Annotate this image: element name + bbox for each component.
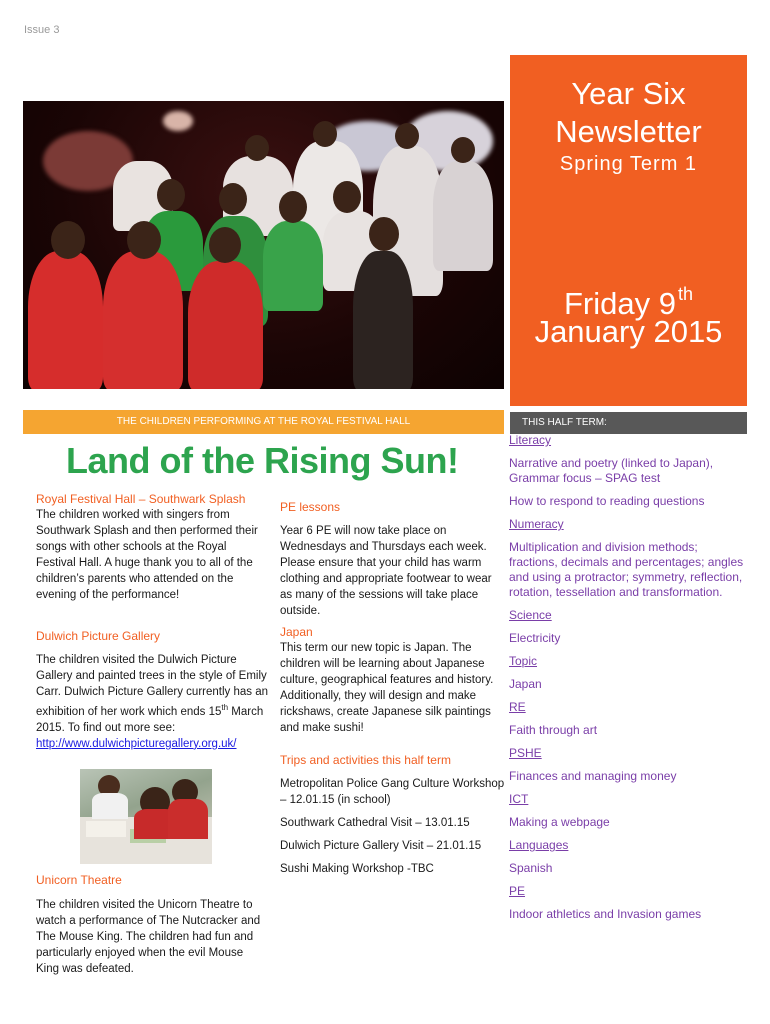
- subject-science: Science: [509, 608, 552, 622]
- half-term-header: THIS HALF TERM:: [510, 412, 747, 434]
- subject-pshe: PSHE: [509, 746, 542, 760]
- subject-item: Japan: [509, 677, 542, 691]
- trip-item: Metropolitan Police Gang Culture Workshop – 12.01.15 (in school): [280, 778, 505, 806]
- subject-item: Finances and managing money: [509, 769, 677, 783]
- japan-body: This term our new topic is Japan. The children will be learning about Japanese culture, geographical features and history. Additionally, they will design and make rickshaws, create Japanese silk paintings and make sushi!: [280, 642, 494, 734]
- dpg-body: The children visited the Dulwich Picture Gallery and painted trees in the style of Emily Carr. Dulwich Picture Gallery currently has an exhibition of her work which ends 15th March 2015. To find out more see:: [36, 654, 268, 734]
- dpg-section: [36, 628, 268, 752]
- subject-item: Making a webpage: [509, 815, 610, 829]
- rfh-section: [36, 491, 268, 603]
- subject-pe: PE: [509, 884, 526, 898]
- trips-heading: Trips and activities this half term: [280, 753, 451, 767]
- subject-languages: Languages: [509, 838, 569, 852]
- unicorn-body: The children visited the Unicorn Theatre to watch a performance of The Nutcracker and The Mouse King. The children had fun and particularly enjoyed when the evil Mouse King was defeated.: [36, 899, 261, 975]
- unicorn-section: [36, 872, 268, 977]
- subject-topic: Topic: [509, 654, 538, 668]
- subject-item: How to respond to reading questions: [509, 494, 705, 508]
- rfh-heading: Royal Festival Hall – Southwark Splash: [36, 492, 246, 506]
- page-headline: Land of the Rising Sun!: [66, 440, 459, 481]
- term-label: Spring Term 1: [559, 153, 698, 175]
- subject-item: Multiplication and division methods; fractions, decimals and percentages; angles and using a protractor; symmetry, reflection, rotation, tessellation and transformation.: [509, 540, 744, 599]
- issue-number: Issue 3: [24, 24, 60, 36]
- title-panel: [510, 55, 747, 406]
- trip-item: Sushi Making Workshop -TBC: [280, 863, 434, 875]
- rfh-body: The children worked with singers from Southwark Splash and then performed their songs with other schools at the Royal Festival Hall. A huge thank you to all of the children’s parents who attended on the evening of the performance!: [36, 509, 258, 601]
- subject-numeracy: Numeracy: [509, 517, 564, 531]
- newsletter-title-line2: Newsletter: [555, 114, 702, 149]
- photo-caption: THE CHILDREN PERFORMING AT THE ROYAL FESTIVAL HALL: [23, 410, 504, 434]
- subject-literacy: Literacy: [509, 433, 552, 447]
- dpg-link[interactable]: http://www.dulwichpicturegallery.org.uk/: [36, 737, 237, 750]
- trips-section: [280, 752, 505, 877]
- subject-item: Indoor athletics and Invasion games: [509, 907, 702, 921]
- pe-section: [280, 499, 505, 619]
- newsletter-title-line1: Year Six: [571, 76, 686, 111]
- japan-heading: Japan: [280, 625, 313, 639]
- trip-item: Dulwich Picture Gallery Visit – 21.01.15: [280, 840, 482, 852]
- subject-item: Narrative and poetry (linked to Japan), Grammar focus – SPAG test: [509, 456, 714, 485]
- dpg-heading: Dulwich Picture Gallery: [36, 629, 161, 643]
- unicorn-heading: Unicorn Theatre: [36, 873, 122, 887]
- subject-re: RE: [509, 700, 526, 714]
- subject-item: Spanish: [509, 861, 553, 875]
- subject-item: Electricity: [509, 631, 561, 645]
- hero-performance-photo: [23, 101, 504, 389]
- japan-section: [280, 624, 505, 736]
- gallery-visit-photo: [80, 769, 212, 864]
- subject-item: Faith through art: [509, 723, 598, 737]
- issue-date-month: January 2015: [534, 314, 723, 349]
- pe-heading: PE lessons: [280, 500, 341, 514]
- issue-date-day: Friday 9 $^{th}$: [564, 284, 693, 321]
- half-term-list: [509, 433, 749, 922]
- trip-item: Southwark Cathedral Visit – 13.01.15: [280, 817, 470, 829]
- pe-body: Year 6 PE will now take place on Wednesdays and Thursdays each week. Please ensure that your child has warm clothing and appropriate footwear to wear as many of the sessions will take place outside.: [280, 525, 492, 617]
- subject-ict: ICT: [509, 792, 529, 806]
